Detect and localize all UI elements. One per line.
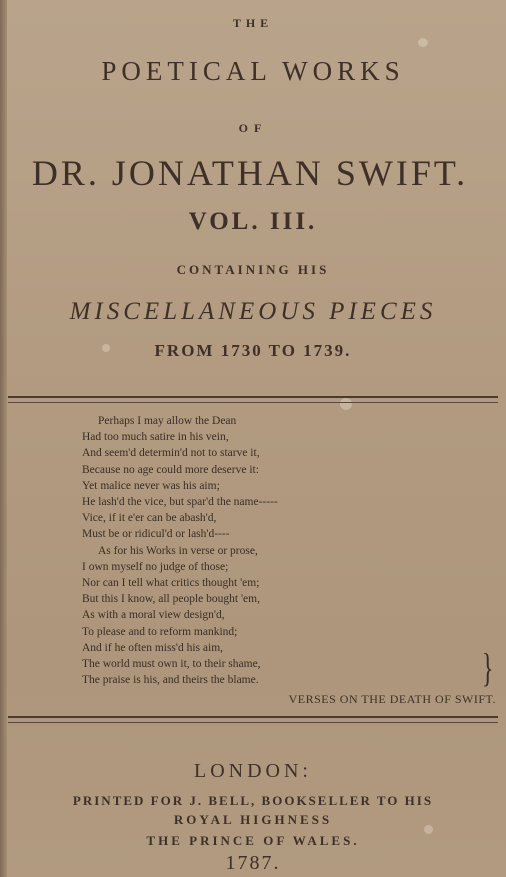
poem-line: The praise is his, and theirs the blame.	[82, 674, 259, 687]
imprint-year: 1787.	[225, 852, 281, 874]
poem-line: Must be or ridicul'd or lash'd----	[82, 528, 230, 541]
works-title: POETICAL WORKS	[101, 56, 405, 86]
poem-line: Vice, if it e'er can be abash'd,	[82, 512, 217, 525]
epigraph-source: VERSES ON THE DEATH OF SWIFT.	[288, 692, 496, 706]
poem-line: Had too much satire in his vein,	[82, 431, 229, 444]
author-name: DR. JONATHAN SWIFT.	[31, 153, 469, 193]
poem-line: Nor can I tell what critics thought 'em;	[82, 577, 260, 590]
paper-stain	[418, 38, 428, 47]
pieces-title: MISCELLANEOUS PIECES	[69, 298, 437, 325]
double-rule-bottom	[8, 716, 498, 723]
poem-line: As with a moral view design'd,	[82, 609, 225, 622]
title-article: THE	[232, 16, 274, 30]
poem-line: As for his Works in verse or prose,	[98, 544, 258, 557]
imprint-printer: PRINTED FOR J. BELL, BOOKSELLER TO HIS	[72, 793, 434, 808]
double-rule-top	[8, 396, 498, 403]
poem-line: And if he often miss'd his aim,	[82, 641, 224, 654]
imprint-highness: ROYAL HIGHNESS	[173, 812, 333, 827]
title-of: OF	[238, 121, 268, 135]
triplet-brace: }	[481, 645, 494, 690]
poem-line: Perhaps I may allow the Dean	[98, 415, 237, 427]
poem-line: To please and to reform mankind;	[82, 625, 238, 638]
epigraph-poem	[82, 413, 502, 688]
date-range: FROM 1730 TO 1739.	[154, 341, 352, 360]
volume-number: VOL. III.	[188, 208, 318, 235]
poem-line: The world must own it, to their shame,	[82, 658, 261, 671]
imprint-city: LONDON:	[194, 760, 312, 782]
poem-line: He lash'd the vice, but spar'd the name-----	[82, 496, 278, 509]
poem-line: But this I know, all people bought 'em,	[82, 593, 260, 606]
imprint-prince: THE PRINCE OF WALES.	[146, 833, 360, 848]
poem-line: Because no age could more deserve it:	[82, 463, 259, 476]
containing-label: CONTAINING HIS	[176, 262, 330, 277]
poem-line: Yet malice never was his aim;	[82, 479, 220, 492]
poem-line: I own myself no judge of those;	[82, 560, 229, 573]
poem-line: And seem'd determin'd not to starve it,	[82, 447, 260, 460]
